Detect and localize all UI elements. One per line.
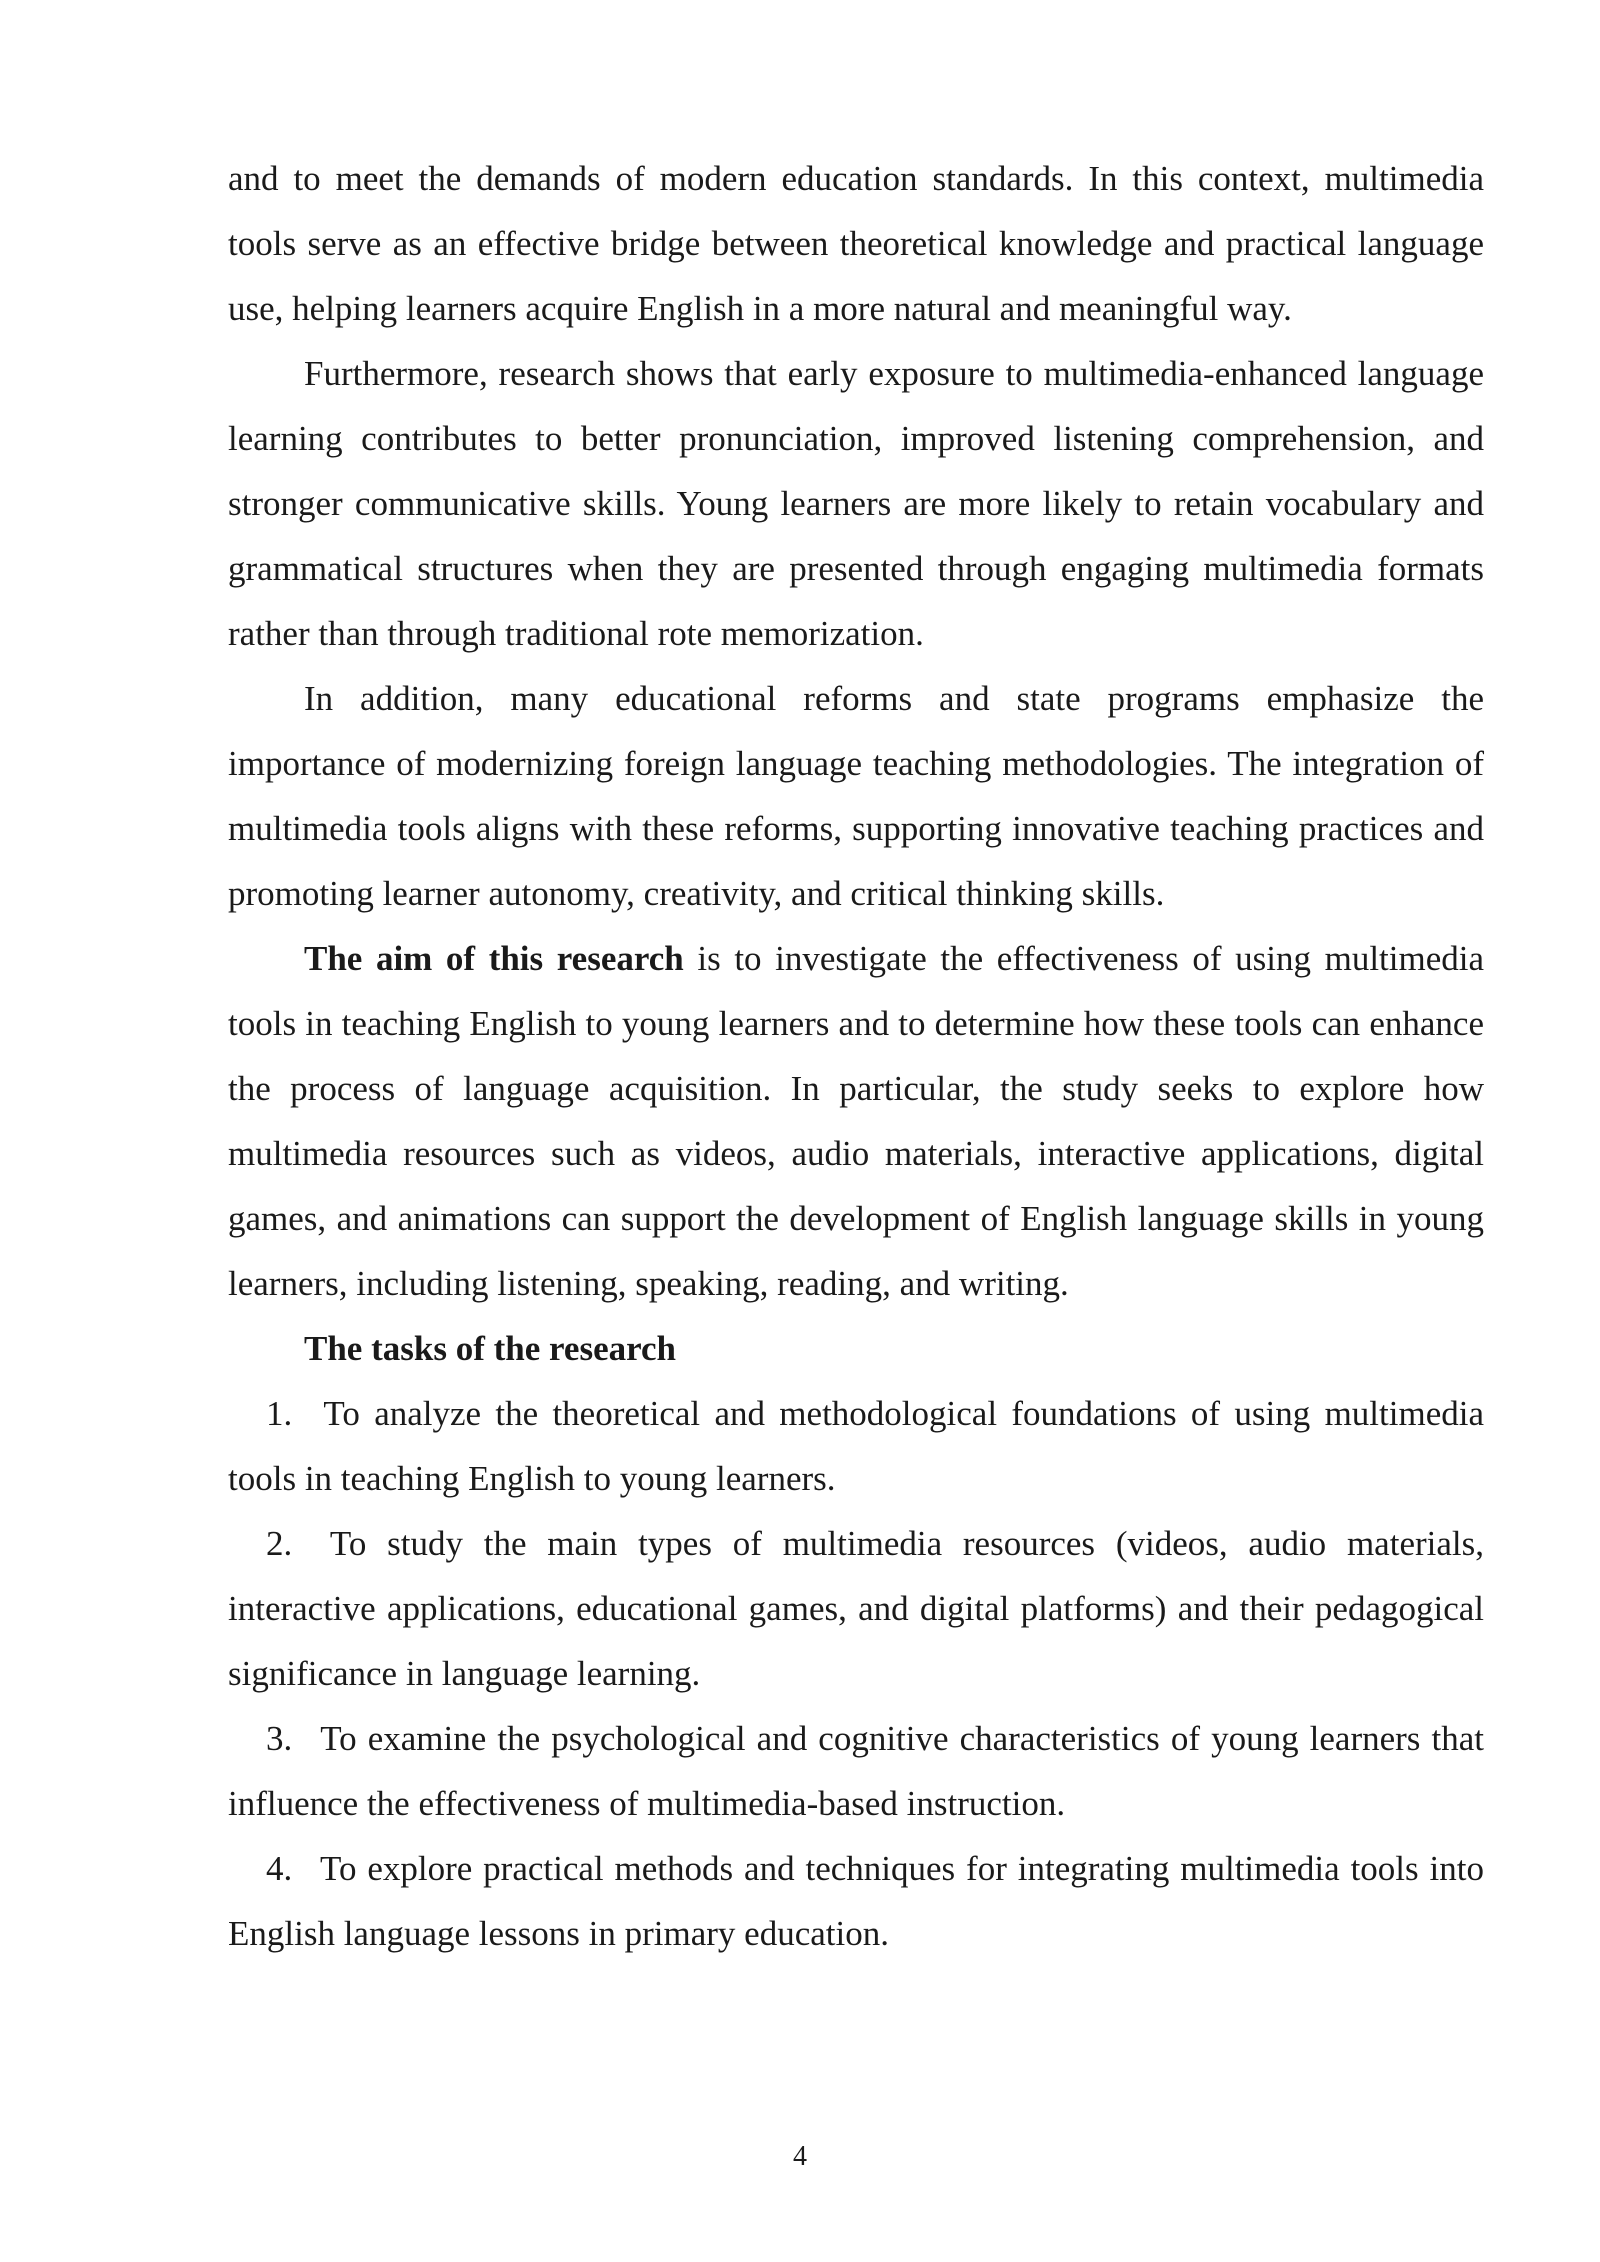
- task-item-4: 4. To explore practical methods and techniques for integrating multimedia tools into English language lessons in primary education.: [228, 1849, 1484, 1953]
- aim-label: The aim of this research: [304, 939, 684, 978]
- page-number: 4: [793, 2141, 807, 2172]
- paragraph-in-addition: In addition, many educational reforms and state programs emphasize the importance of modernizing foreign language teaching methodologies. The integration of multimedia tools aligns with these reforms, supporting innovative teaching practices and promoting learner autonomy, creativity, and critical thinking skills.: [228, 679, 1484, 913]
- task-item-3: 3. To examine the psychological and cognitive characteristics of young learners that influence the effectiveness of multimedia-based instruction.: [228, 1719, 1484, 1823]
- tasks-heading: The tasks of the research: [304, 1329, 677, 1368]
- task-item-2: 2. To study the main types of multimedia resources (videos, audio materials, interactive applications, educational games, and digital platforms) and their pedagogical significance in language learning.: [228, 1524, 1484, 1693]
- aim-text: is to investigate the effectiveness of using multimedia tools in teaching English to young learners and to determine how these tools can enhance the process of language acquisition. In particular, the study seeks to explore how multimedia resources such as videos, audio materials, interactive applications, digital games, and animations can support the development of English language skills in young learners, including listening, speaking, reading, and writing.: [228, 939, 1485, 1303]
- body-text: [228, 146, 1484, 1966]
- paragraph-continuation: and to meet the demands of modern education standards. In this context, multimedia tools serve as an effective bridge between theoretical knowledge and practical language use, helping learners acquire English in a more natural and meaningful way.: [228, 159, 1484, 328]
- paragraph-furthermore: Furthermore, research shows that early exposure to multimedia-enhanced language learning contributes to better pronunciation, improved listening comprehension, and stronger communicative skills. Young learners are more likely to retain vocabulary and grammatical structures when they are presented through engaging multimedia formats rather than through traditional rote memorization.: [228, 354, 1484, 653]
- paragraph-aim: [228, 926, 1484, 1316]
- task-item-1: 1. To analyze the theoretical and methodological foundations of using multimedia tools in teaching English to young learners.: [228, 1394, 1484, 1498]
